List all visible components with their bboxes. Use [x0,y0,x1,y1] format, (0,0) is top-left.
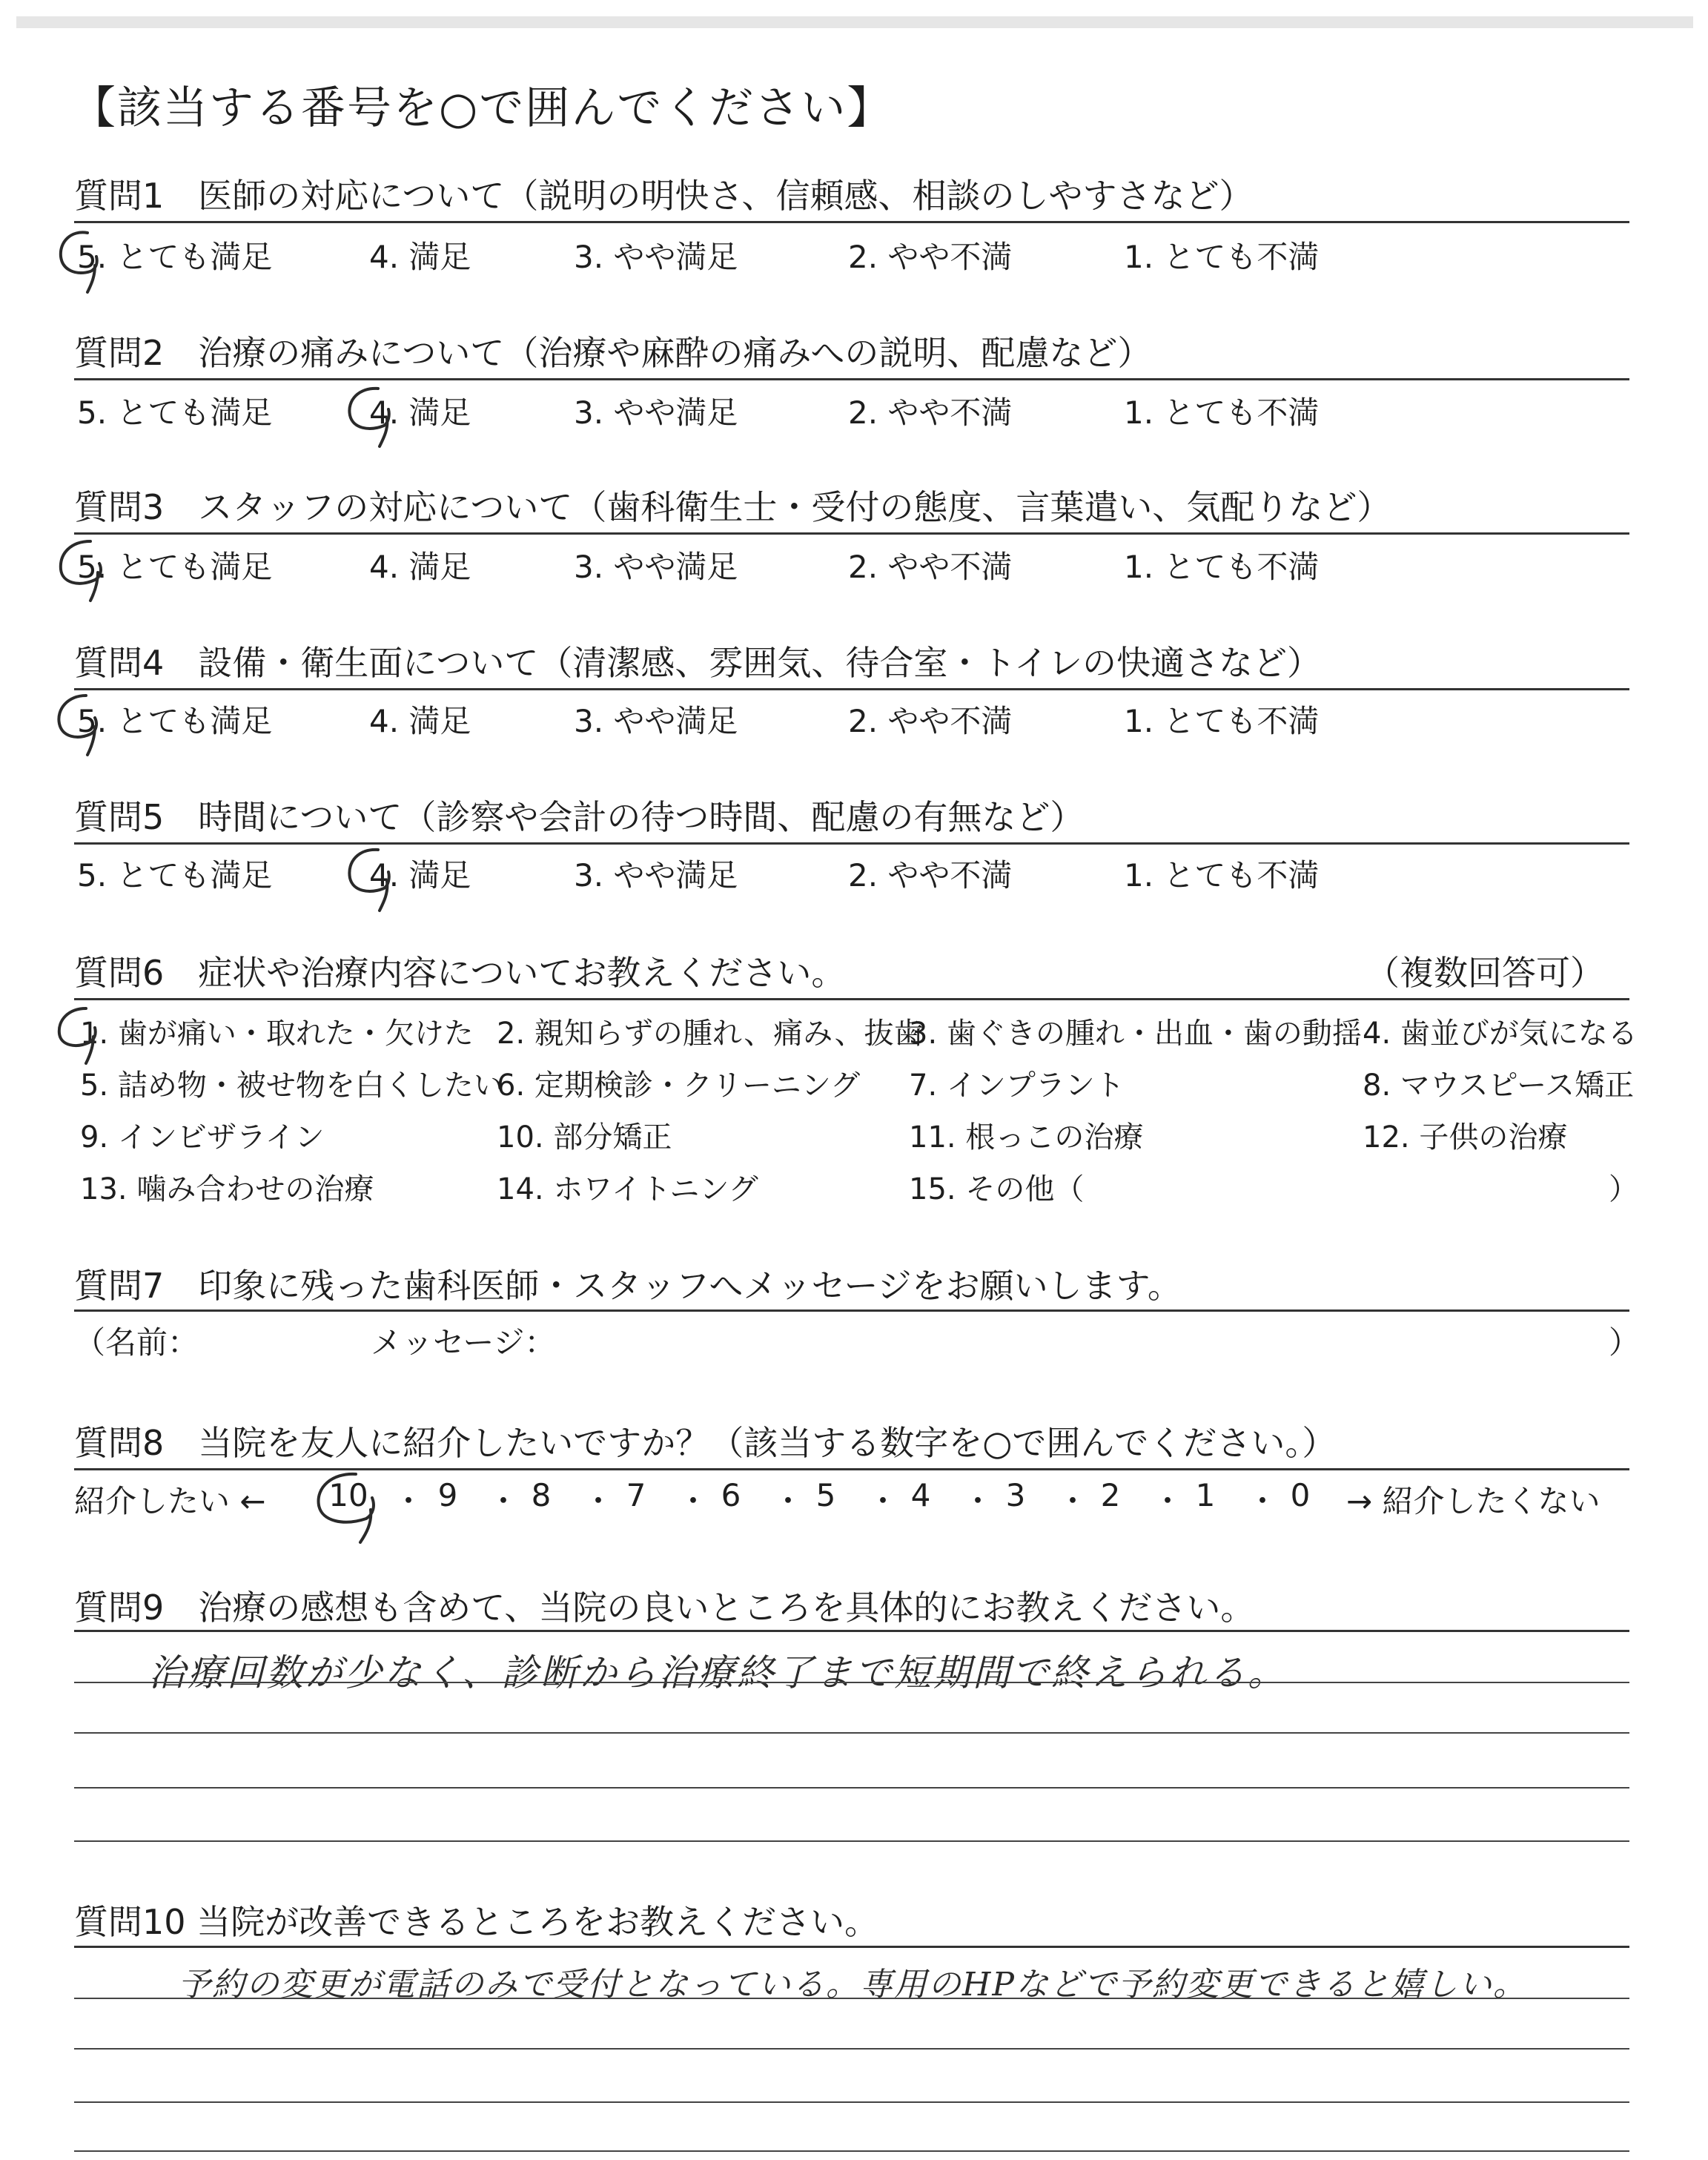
q6-item[interactable]: 6. 定期検診・クリーニング [497,1069,861,1103]
q6-item[interactable]: 3. 歯ぐきの腫れ・出血・歯の動揺 [909,1017,1362,1051]
q8-score-6[interactable]: 6 [721,1477,741,1513]
q9-handwritten-answer[interactable]: 治療回数が少なく、診断から治療終了まで短期間で終えられる。 [148,1651,1287,1694]
q10-rule [74,1946,1629,1948]
q5-option-5[interactable]: 5. とても満足 [77,857,273,894]
q8-score-4[interactable]: 4 [910,1477,931,1513]
q2-option-3[interactable]: 3. やや満足 [574,394,738,431]
q8-separator: ・ [1247,1483,1279,1519]
q4-option-4[interactable]: 4. 満足 [369,703,471,739]
q5-rule [74,842,1629,845]
q3-option-5[interactable]: 5. とても満足 [77,549,273,585]
q8-separator: ・ [772,1483,804,1519]
q8-separator: ・ [1057,1483,1089,1519]
q2-title: 質問2 治療の痛みについて（治療や麻酔の痛みへの説明、配慮など） [74,333,1152,373]
q3-rule [74,532,1629,535]
q4-answer-circle [52,688,108,759]
q8-separator: ・ [583,1483,615,1519]
q6-item[interactable]: 13. 噛み合わせの治療 [80,1172,374,1206]
q7-name-label: （名前： [74,1324,199,1361]
q4-option-5[interactable]: 5. とても満足 [77,703,273,739]
q1-option-4[interactable]: 4. 満足 [369,239,471,275]
q4-option-2[interactable]: 2. やや不満 [848,703,1013,739]
q4-rule [74,688,1629,690]
q8-answer-circle [310,1465,391,1547]
q6-item[interactable]: 7. インプラント [909,1069,1125,1103]
q8-score-3[interactable]: 3 [1005,1477,1026,1513]
q4-option-3[interactable]: 3. やや満足 [574,703,738,739]
q8-score-9[interactable]: 9 [437,1477,458,1513]
q7-rule [74,1309,1629,1312]
q10-answer-line [74,1998,1629,1999]
q10-answer-line [74,2101,1629,2103]
q3-answer-circle [53,534,113,605]
q1-title: 質問1 医師の対応について（説明の明快さ、信頼感、相談のしやすさなど） [74,176,1254,216]
q5-option-1[interactable]: 1. とても不満 [1124,857,1320,894]
q6-multiple-answers-note: （複数回答可） [1366,953,1604,993]
q8-left-label: 紹介したい ← [74,1483,266,1519]
q7-close-paren: ） [1609,1324,1641,1361]
q9-rule [74,1630,1629,1632]
q5-answer-circle [342,841,402,915]
q8-score-7[interactable]: 7 [626,1477,646,1513]
q1-option-3[interactable]: 3. やや満足 [574,239,738,275]
q10-answer-line [74,2150,1629,2152]
q8-separator: ・ [488,1483,520,1519]
q6-answer-circle [52,1001,108,1068]
q6-item[interactable]: 9. インビザライン [80,1120,325,1155]
q6-item[interactable]: 1. 歯が痛い・取れた・欠けた [80,1017,474,1051]
q3-option-4[interactable]: 4. 満足 [369,549,471,585]
q6-title: 質問6 症状や治療内容についてお教えください。 [74,953,846,993]
q4-title: 質問4 設備・衛生面について（清潔感、雰囲気、待合室・トイレの快適さなど） [74,643,1322,683]
q1-answer-circle [53,224,107,295]
q9-answer-line [74,1682,1629,1683]
q6-item[interactable]: 10. 部分矯正 [497,1120,672,1155]
scan-edge [16,16,1693,28]
q1-option-1[interactable]: 1. とても不満 [1124,239,1320,275]
q8-score-1[interactable]: 1 [1195,1477,1216,1513]
q8-title: 質問8 当院を友人に紹介したいですか？（該当する数字を○で囲んでください。） [74,1423,1337,1463]
q8-score-2[interactable]: 2 [1100,1477,1121,1513]
q6-item[interactable]: 11. 根っこの治療 [909,1120,1144,1155]
q9-answer-line [74,1732,1629,1734]
q4-option-1[interactable]: 1. とても不満 [1124,703,1320,739]
q5-option-3[interactable]: 3. やや満足 [574,857,738,894]
q9-answer-line [74,1787,1629,1789]
q3-option-2[interactable]: 2. やや不満 [848,549,1013,585]
q8-score-5[interactable]: 5 [815,1477,836,1513]
q2-rule [74,378,1629,380]
page-title: 【該当する番号を○で囲んでください】 [71,82,893,134]
q6-item[interactable]: 8. マウスピース矯正 [1363,1069,1635,1103]
q2-answer-circle [342,380,402,451]
q6-other-close-paren: ） [1609,1172,1638,1206]
q8-right-label: → 紹介したくない [1346,1483,1601,1519]
q7-message-label: メッセージ： [371,1324,556,1361]
q7-title: 質問7 印象に残った歯科医師・スタッフへメッセージをお願いします。 [74,1266,1182,1306]
q9-answer-line [74,1840,1629,1842]
q8-score-0[interactable]: 0 [1290,1477,1311,1513]
q6-rule [74,998,1629,1000]
q6-item[interactable]: 4. 歯並びが気になる [1363,1017,1638,1051]
q1-option-2[interactable]: 2. やや不満 [848,239,1013,275]
q6-item-other[interactable]: 15. その他（ [909,1172,1085,1206]
q3-title: 質問3 スタッフの対応について（歯科衛生士・受付の態度、言葉遣い、気配りなど） [74,487,1391,527]
q2-option-5[interactable]: 5. とても満足 [77,394,273,431]
q3-option-3[interactable]: 3. やや満足 [574,549,738,585]
q1-option-5[interactable]: 5. とても満足 [77,239,273,275]
q10-title: 質問10 当院が改善できるところをお教えください。 [74,1902,879,1942]
q8-score-10[interactable]: 10 [328,1477,368,1513]
q5-option-4[interactable]: 4. 満足 [369,857,471,894]
q6-item[interactable]: 5. 詰め物・被せ物を白くしたい [80,1069,503,1103]
q10-handwritten-answer[interactable]: 予約の変更が電話のみで受付となっている。専用のHPなどで予約変更できると嬉しい。 [178,1966,1527,2004]
q8-separator: ・ [867,1483,899,1519]
q3-option-1[interactable]: 1. とても不満 [1124,549,1320,585]
q8-separator: ・ [1152,1483,1184,1519]
q2-option-2[interactable]: 2. やや不満 [848,394,1013,431]
q6-item[interactable]: 14. ホワイトニング [497,1172,758,1206]
q6-item[interactable]: 2. 親知らずの腫れ、痛み、抜歯 [497,1017,924,1051]
q1-rule [74,221,1629,223]
q2-option-4[interactable]: 4. 満足 [369,394,471,431]
q9-title: 質問9 治療の感想も含めて、当院の良いところを具体的にお教えください。 [74,1588,1255,1628]
q8-score-8[interactable]: 8 [531,1477,552,1513]
q8-separator: ・ [678,1483,709,1519]
q6-item[interactable]: 12. 子供の治療 [1363,1120,1568,1155]
q8-separator: ・ [393,1483,425,1519]
q8-rule [74,1468,1629,1470]
q5-title: 質問5 時間について（診察や会計の待つ時間、配慮の有無など） [74,797,1085,837]
q5-option-2[interactable]: 2. やや不満 [848,857,1013,894]
q8-separator: ・ [962,1483,994,1519]
q10-answer-line [74,2048,1629,2050]
q2-option-1[interactable]: 1. とても不満 [1124,394,1320,431]
